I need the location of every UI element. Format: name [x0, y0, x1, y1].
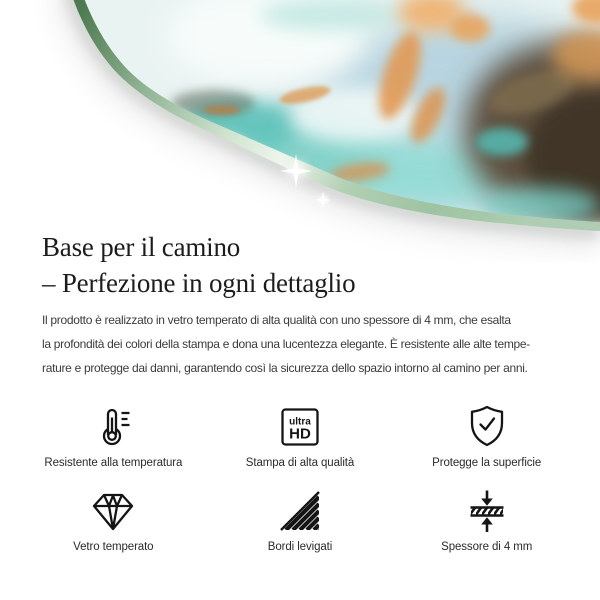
feature-polished-edges	[207, 486, 394, 553]
product-description	[42, 308, 530, 380]
page-title	[42, 229, 570, 301]
feature-thickness	[393, 486, 580, 553]
diamond-icon	[89, 486, 137, 534]
thermometer-icon	[90, 402, 136, 450]
description-line: rature e protegge dai danni, garantendo così la sicurezza dello spazio intorno al camino per anni.	[42, 361, 528, 375]
svg-text:HD: HD	[289, 425, 311, 443]
svg-text:ultra: ultra	[289, 416, 311, 428]
description-line: Il prodotto è realizzato in vetro temperato di alta qualità con uno spessore di 4 mm, che esalta	[42, 313, 511, 327]
product-photo-glass-panel	[0, 0, 600, 262]
feature-surface-protection	[393, 402, 580, 469]
beveled-edge-icon	[277, 486, 323, 534]
feature-label: Vetro temperato	[73, 541, 154, 553]
shield-check-icon	[463, 402, 511, 450]
feature-label: Resistente alla temperatura	[44, 457, 183, 469]
ultra-hd-icon	[277, 402, 323, 450]
feature-tempered-glass	[20, 486, 207, 553]
feature-label: Stampa di alta qualità	[245, 457, 355, 469]
feature-temperature	[20, 402, 207, 469]
title-line-1: Base per il camino	[42, 232, 241, 262]
feature-grid	[20, 402, 580, 553]
thickness-icon	[464, 486, 510, 534]
feature-label: Protegge la superficie	[432, 457, 542, 469]
description-line: la profondità dei colori della stampa e dona una lucentezza elegante. È resistente alle alte tempe-	[42, 337, 530, 351]
feature-label: Bordi levigati	[267, 541, 333, 553]
title-line-2: – Perfezione in ogni dettaglio	[42, 268, 356, 298]
feature-print-quality	[207, 402, 394, 469]
feature-label: Spessore di 4 mm	[441, 541, 533, 553]
